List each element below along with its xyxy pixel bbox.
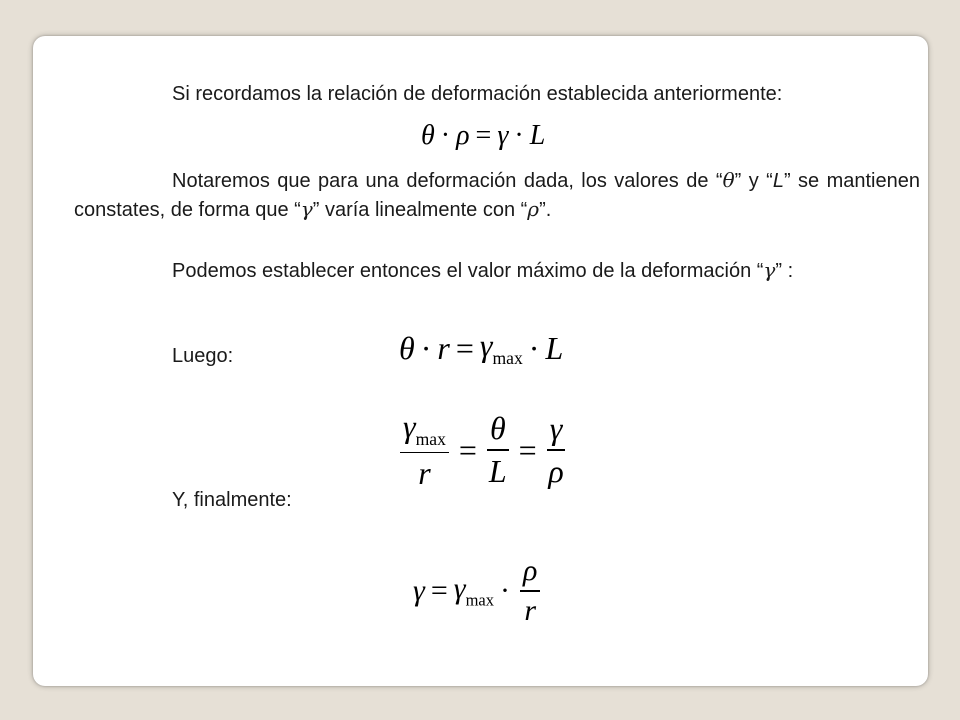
eq3-gamma-max: γ	[403, 407, 416, 444]
equation-max-strain	[399, 328, 563, 368]
eq2-theta: θ	[399, 329, 415, 366]
eq3-den-rho: ρ	[548, 452, 564, 489]
eq1-dot1: ·	[440, 120, 451, 151]
eq4-gamma-max	[454, 572, 494, 610]
eq3-den-r: r	[418, 455, 431, 492]
slide-page	[33, 36, 928, 686]
eq3-den-L: L	[488, 452, 507, 489]
eq1-equals: =	[475, 120, 492, 151]
eq4-subscript-max: max	[465, 590, 494, 610]
eq2-L: L	[545, 329, 564, 366]
eq2-gamma	[480, 327, 523, 369]
para2-text-d: ” varía linealmente con “	[312, 199, 528, 221]
eq3-fraction-2	[487, 410, 509, 490]
para3-text-b: ” :	[775, 260, 794, 282]
eq1-L: L	[529, 120, 546, 151]
eq2-subscript-max: max	[492, 347, 523, 368]
eq4-gamma-max-symbol: γ	[453, 571, 466, 605]
equation-strain-relation	[421, 118, 545, 154]
eq4-gamma: γ	[413, 574, 425, 607]
eq1-theta: θ	[421, 120, 435, 151]
eq2-equals: =	[455, 329, 474, 366]
eq1-dot2: ·	[514, 120, 524, 151]
eq1-rho: ρ	[456, 120, 470, 151]
eq4-fraction	[520, 554, 540, 628]
eq2-dot1: ·	[420, 329, 432, 366]
eq1-gamma: γ	[497, 120, 509, 151]
eq3-equals-1: =	[458, 431, 477, 468]
para3-text-a: Podemos establecer entonces el valor máximo de la deformación “	[172, 260, 764, 282]
intro-line: Si recordamos la relación de deformación establecida anteriormente:	[172, 83, 783, 105]
eq4-dot: ·	[500, 574, 510, 607]
eq3-fraction-3	[547, 410, 566, 490]
eq2-r: r	[437, 329, 450, 366]
eq3-num-gamma: γ	[549, 410, 563, 447]
para2-text-b: ” y “	[734, 170, 773, 192]
paragraph-constant-values	[74, 166, 920, 224]
equation-final	[413, 551, 544, 631]
para2-text-e: ”.	[539, 199, 552, 221]
eq4-equals: =	[430, 574, 448, 607]
eq3-fraction-1	[400, 408, 449, 492]
eq3-equals-2: =	[518, 431, 537, 468]
eq3-num-1	[400, 408, 449, 452]
para2-text-a: Notaremos que para una deformación dada, los valores de “	[172, 170, 723, 192]
eq3-subscript-max: max	[415, 428, 446, 449]
eq2-gamma-symbol: γ	[479, 327, 493, 364]
label-finalmente: Y, finalmente:	[172, 489, 292, 511]
eq3-num-theta: θ	[489, 410, 506, 447]
para2-L-symbol: L	[772, 170, 784, 192]
paragraph-max-strain	[172, 256, 793, 285]
eq2-dot2: ·	[528, 329, 540, 366]
eq4-den-r: r	[524, 593, 537, 627]
para2-rho-symbol: ρ	[527, 197, 540, 221]
para2-gamma-symbol: γ	[300, 197, 313, 221]
para2-theta-symbol: θ	[722, 168, 735, 192]
para3-gamma-symbol: γ	[763, 258, 776, 282]
eq4-num-rho: ρ	[523, 554, 538, 588]
para2-text-c: ” se mantienen constates, de forma que “	[74, 170, 920, 221]
equation-ratio	[396, 407, 569, 492]
label-luego: Luego:	[172, 345, 234, 367]
